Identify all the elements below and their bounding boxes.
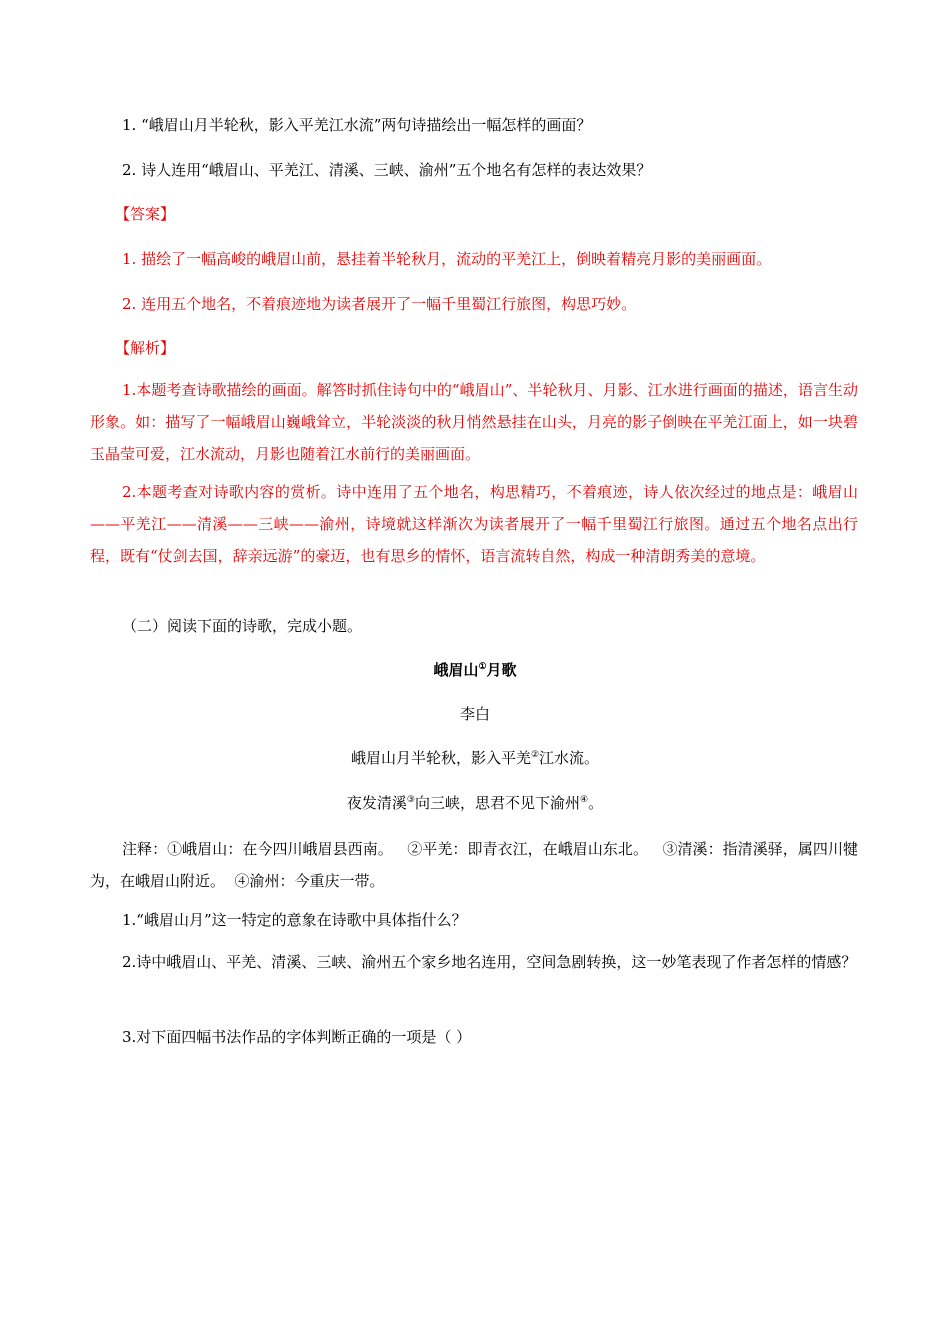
answer-1: 1. 描绘了一幅高峻的峨眉山前，悬挂着半轮秋月，流动的平羌江上，倒映着精亮月影的美丽画面。 bbox=[122, 250, 772, 268]
question-2: 2. 诗人连用“峨眉山、平羌江、清溪、三峡、渝州”五个地名有怎样的表达效果？ bbox=[122, 161, 652, 179]
poem-notes: 注释：①峨眉山：在今四川峨眉县西南。 ②平羌：即青衣江，在峨眉山东北。 ③清溪：指清溪驿，属四川犍为，在峨眉山附近。 ④渝州：今重庆一带。 bbox=[90, 840, 858, 890]
analysis-heading: 【解析】 bbox=[115, 339, 176, 357]
analysis-paragraph-2: 2.本题考查对诗歌内容的赏析。诗中连用了五个地名，构思精巧，不着痕迹，诗人依次经过的地点是：峨眉山——平羌江——清溪——三峡——渝州，诗境就这样渐次为读者展开了一幅千里蜀江行旅图。通过五个地名点出行程，既有“仗剑去国，辞亲远游”的豪迈，也有思乡的情怀，语言流转自然，构成一种清朗秀美的意境。 bbox=[90, 483, 858, 565]
question-2-2: 2.诗中峨眉山、平羌、清溪、三峡、渝州五个家乡地名连用，空间急剧转换，这一妙笔表现了作者怎样的情感？ bbox=[122, 953, 857, 971]
answer-2: 2. 连用五个地名，不着痕迹地为读者展开了一幅千里蜀江行旅图，构思巧妙。 bbox=[122, 295, 637, 313]
section-intro: （二）阅读下面的诗歌，完成小题。 bbox=[122, 617, 363, 635]
poem-author: 李白 bbox=[459, 705, 490, 723]
poem-line-1: 峨眉山月半轮秋，影入平羌②江水流。 bbox=[350, 749, 600, 767]
analysis-paragraph-1: 1.本题考查诗歌描绘的画面。解答时抓住诗句中的“峨眉山”、半轮秋月、月影、江水进行画面的描述，语言生动形象。如：描写了一幅峨眉山巍峨耸立，半轮淡淡的秋月悄然悬挂在山头，月亮的影子倒映在平羌江面上，如一块碧玉晶莹可爱，江水流动，月影也随着江水前行的美丽画面。 bbox=[90, 381, 858, 463]
answer-heading: 【答案】 bbox=[115, 205, 176, 223]
question-2-3: 3.对下面四幅书法作品的字体判断正确的一项是（ ） bbox=[122, 1028, 472, 1046]
question-2-1: 1.“峨眉山月”这一特定的意象在诗歌中具体指什么？ bbox=[122, 911, 467, 929]
poem-line-2: 夜发清溪③向三峡，思君不见下渝州④。 bbox=[346, 794, 604, 812]
poem-title: 峨眉山①月歌 bbox=[433, 661, 517, 679]
question-1: 1. “峨眉山月半轮秋，影入平羌江水流”两句诗描绘出一幅怎样的画面？ bbox=[122, 116, 592, 134]
